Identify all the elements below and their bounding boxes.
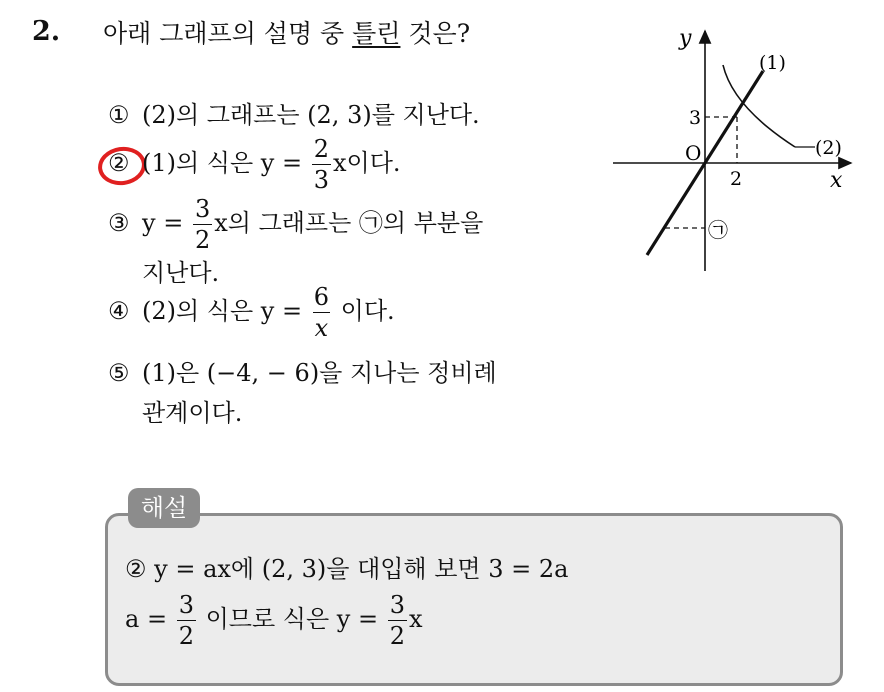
option-marker: ④ bbox=[108, 297, 130, 325]
option-3-line2: 지난다. bbox=[142, 259, 220, 287]
fraction bbox=[312, 285, 331, 340]
x-tick-label: 2 bbox=[730, 168, 743, 190]
fraction-denominator: x bbox=[314, 314, 329, 342]
option-5[interactable] bbox=[108, 353, 497, 388]
line-1-label: (1) bbox=[759, 52, 786, 74]
question-text-before: 아래 그래프의 설명 중 bbox=[103, 19, 353, 48]
option-text: (2)의 그래프는 (2, 3)를 지난다. bbox=[142, 101, 480, 129]
fraction bbox=[177, 593, 196, 648]
region-label: ㉠ bbox=[708, 218, 728, 242]
solution-line-1: ② y = ax에 (2, 3)을 대입해 보면 3 = 2a bbox=[125, 555, 569, 583]
solution-text: a = bbox=[125, 605, 175, 633]
fraction-numerator: 2 bbox=[313, 135, 330, 163]
question-text-underlined: 틀린 bbox=[352, 19, 401, 48]
option-1[interactable] bbox=[108, 95, 480, 130]
option-text-post: x의 그래프는 ㉠의 부분을 bbox=[214, 209, 484, 237]
fraction-denominator: 2 bbox=[389, 622, 405, 650]
option-marker: ② bbox=[108, 149, 130, 177]
solution-text: x bbox=[408, 605, 423, 633]
option-3[interactable] bbox=[108, 197, 483, 252]
option-marker: ① bbox=[108, 101, 130, 129]
question-number: 2. bbox=[32, 16, 61, 47]
option-marker: ⑤ bbox=[108, 359, 130, 387]
question-text bbox=[103, 14, 470, 50]
question-text-after: 것은? bbox=[400, 19, 471, 48]
option-marker: ③ bbox=[108, 209, 130, 237]
option-text-pre: (1)의 식은 y = bbox=[142, 149, 310, 177]
solution-tag: 해설 bbox=[128, 488, 200, 528]
fraction-numerator: 3 bbox=[389, 591, 405, 619]
solution-line-2 bbox=[125, 593, 423, 648]
y-tick-label: 3 bbox=[689, 107, 702, 129]
y-axis-label: y bbox=[679, 26, 692, 51]
fraction bbox=[193, 197, 212, 252]
option-4[interactable] bbox=[108, 285, 395, 340]
fraction-denominator: 2 bbox=[178, 622, 194, 650]
option-text-post: 이다. bbox=[333, 297, 395, 325]
option-2[interactable] bbox=[108, 137, 401, 192]
fraction-numerator: 6 bbox=[313, 283, 330, 311]
function-graph bbox=[605, 25, 865, 275]
option-text-pre: (2)의 식은 y = bbox=[142, 297, 310, 325]
option-text-post: x이다. bbox=[333, 149, 401, 177]
fraction-numerator: 3 bbox=[194, 195, 211, 223]
x-axis-label: x bbox=[830, 168, 843, 193]
origin-label: O bbox=[685, 141, 702, 165]
solution-text: 이므로 식은 y = bbox=[197, 605, 386, 633]
option-text: (1)은 (−4, − 6)을 지나는 정비례 bbox=[142, 359, 497, 387]
curve-2-label: (2) bbox=[815, 137, 842, 159]
fraction-denominator: 3 bbox=[313, 166, 330, 194]
fraction-numerator: 3 bbox=[178, 591, 194, 619]
fraction bbox=[388, 593, 407, 648]
option-5-line2: 관계이다. bbox=[142, 399, 243, 427]
fraction bbox=[312, 137, 331, 192]
option-text-pre: y = bbox=[142, 209, 191, 237]
fraction-denominator: 2 bbox=[194, 226, 211, 254]
